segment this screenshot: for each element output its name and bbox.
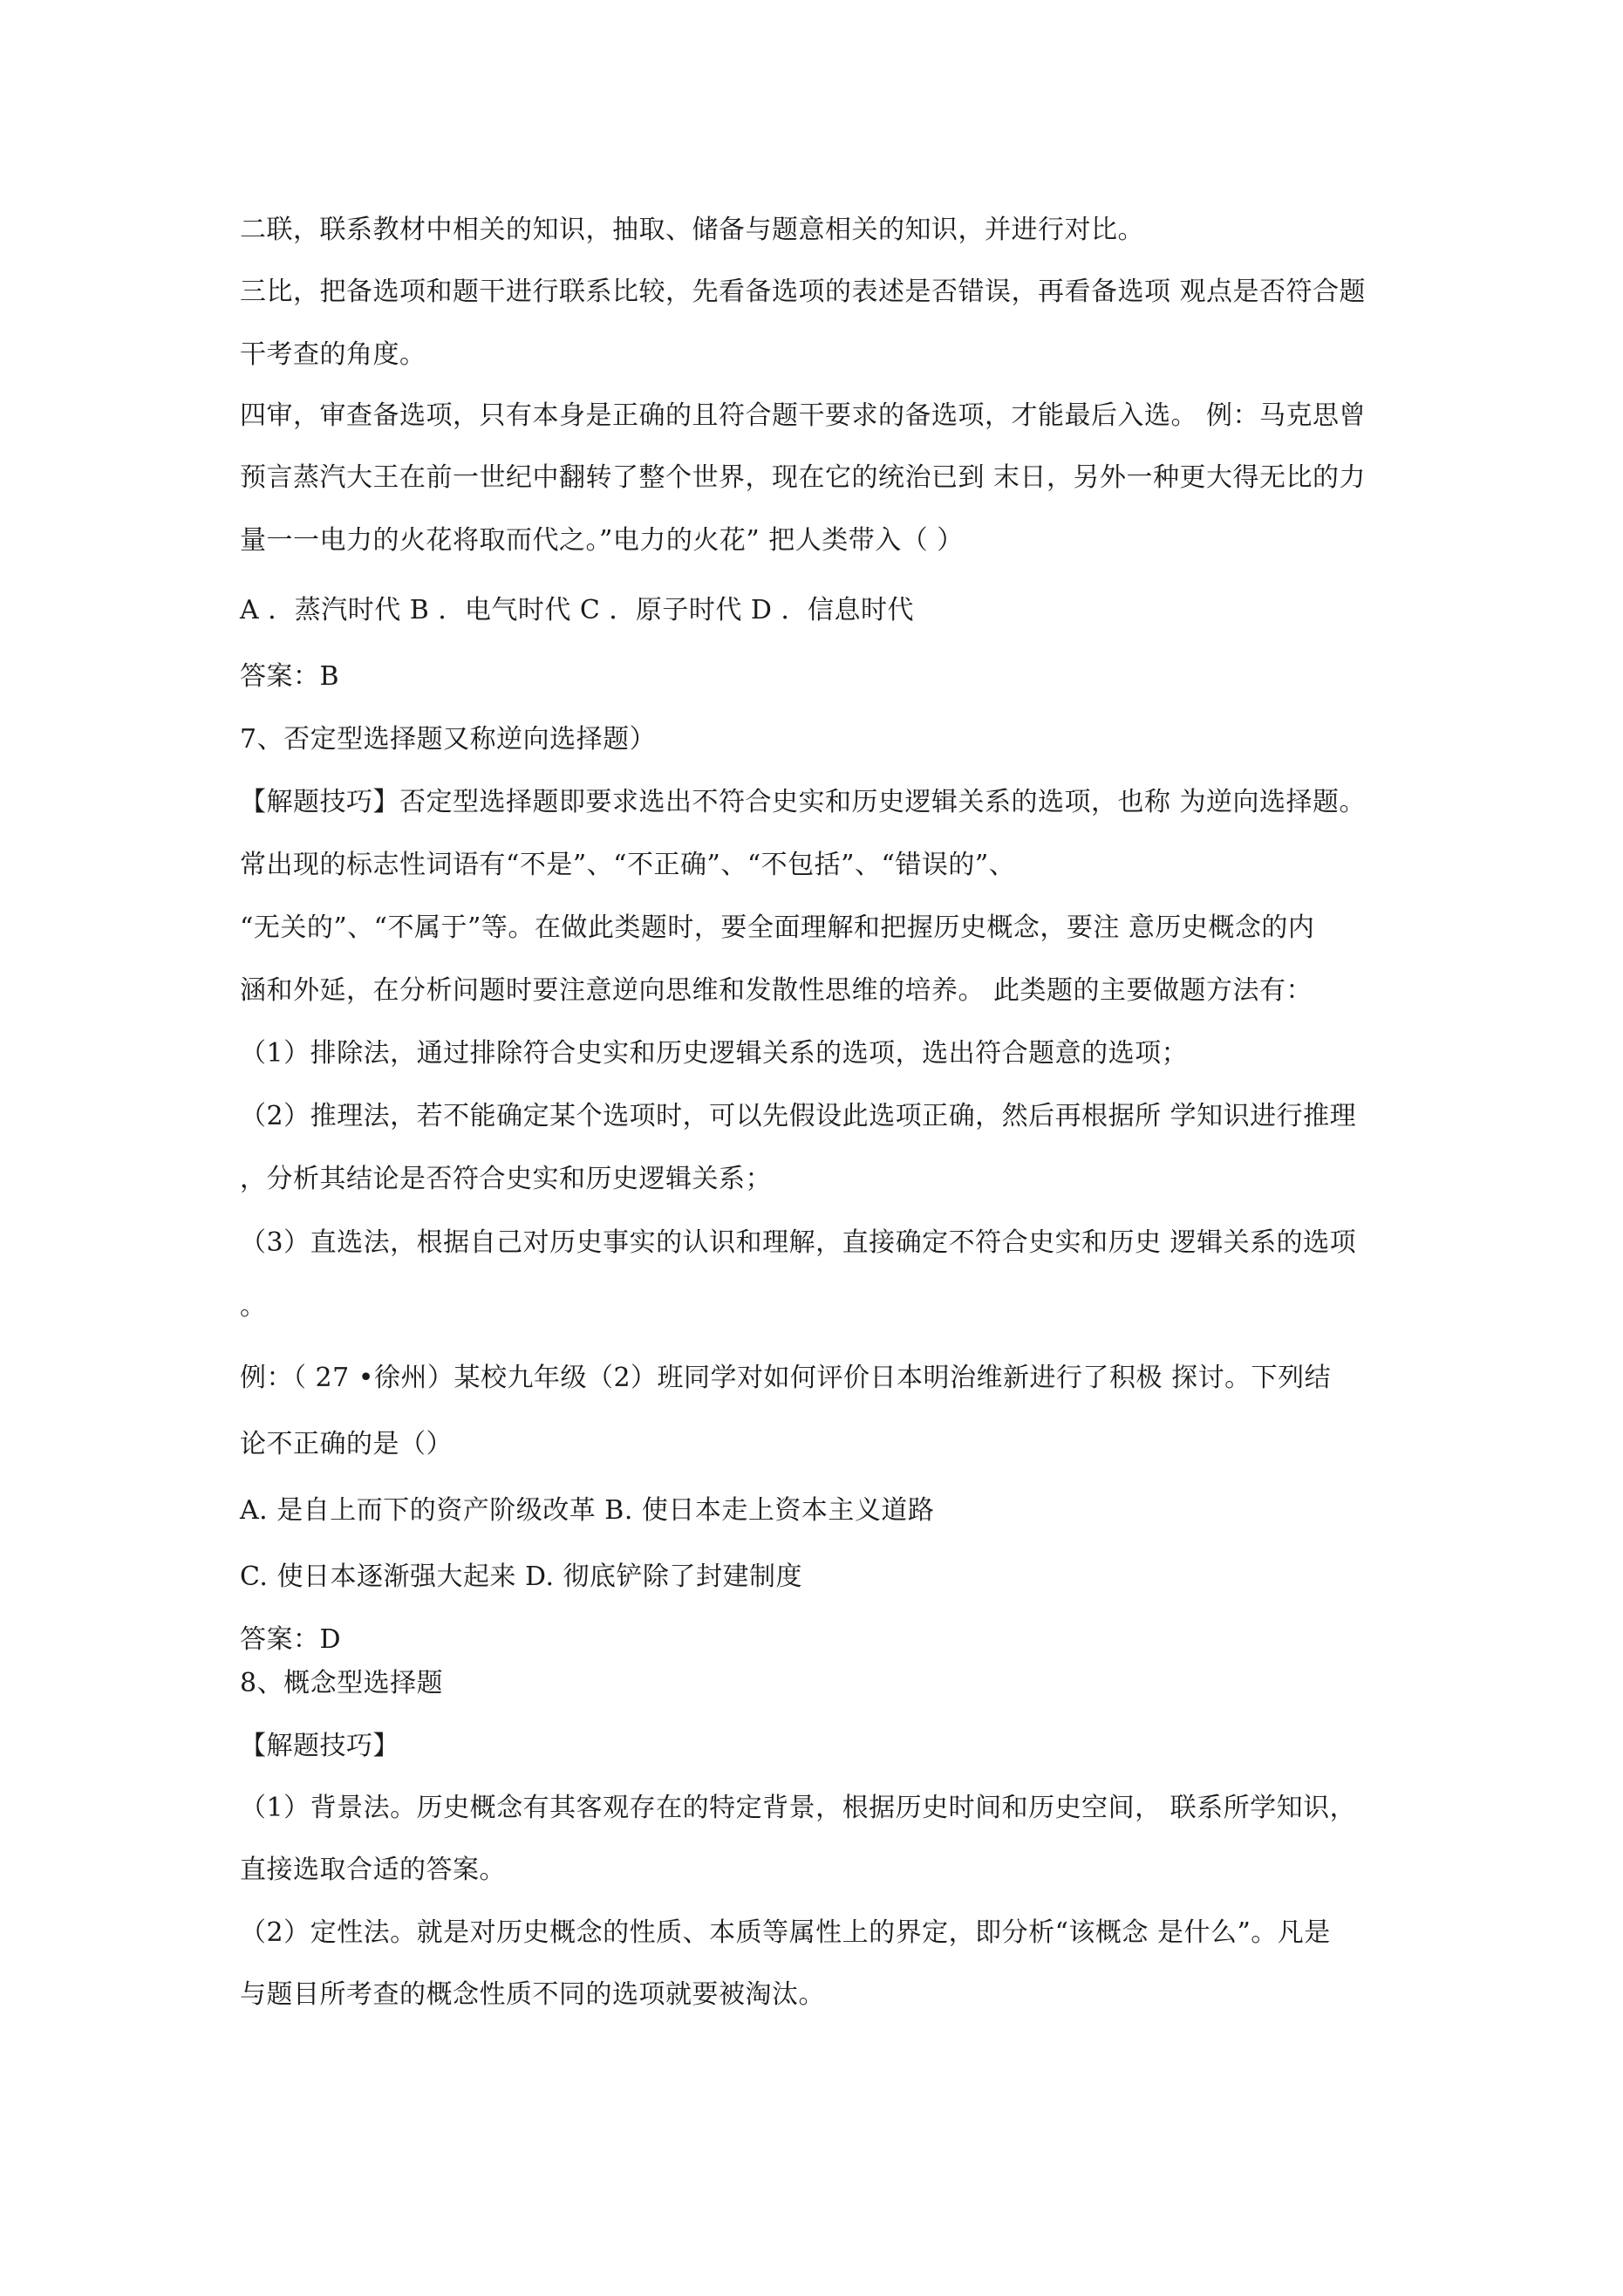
text-line: 与题目所考查的概念性质不同的选项就要被淘汰。 [240, 1979, 825, 2010]
text-line: （1）排除法，通过排除符合史实和历史逻辑关系的选项，选出符合题意的选项； [240, 1038, 1189, 1069]
answer-line: 答案：B [240, 661, 340, 692]
text-line: 论不正确的是（） [240, 1429, 453, 1459]
section-heading: 8、概念型选择题 [240, 1668, 444, 1698]
text-line: 量一一电力的火花将取而代之。”电力的火花” 把人类带入（ ） [240, 525, 964, 556]
text-line: 四审，审查备选项，只有本身是正确的且符合题干要求的备选项，才能最后入选。 例：马克思曾 [240, 400, 1367, 431]
text-line: 例：（ 27 •徐州）某校九年级（2）班同学对如何评价日本明治维新进行了积极 探讨。下列结 [240, 1363, 1332, 1393]
text-line: 【解题技巧】 [240, 1731, 399, 1761]
option-line: C. 使日本逐渐强大起来 D. 彻底铲除了封建制度 [240, 1561, 803, 1592]
text-line: ，分析其结论是否符合史实和历史逻辑关系； [240, 1164, 772, 1194]
option-line: A. 是自上而下的资产阶级改革 B. 使日本走上资本主义道路 [240, 1495, 935, 1526]
text-line: 三比，把备选项和题干进行联系比较，先看备选项的表述是否错误，再看备选项 观点是否符合题 [240, 277, 1367, 307]
text-line: 干考查的角度。 [240, 339, 426, 370]
section-heading: 7、否定型选择题又称逆向选择题） [240, 724, 657, 755]
text-line: “无关的”、“不属于”等。在做此类题时，要全面理解和把握历史概念，要注 意历史概念的内 [240, 912, 1315, 943]
text-line: 预言蒸汽大王在前一世纪中翻转了整个世界，现在它的统治已到 末日，另外一种更大得无比的力 [240, 462, 1367, 493]
option-line: A ．蒸汽时代 B ．电气时代 C ．原子时代 D ．信息时代 [240, 595, 914, 625]
text-line: 直接选取合适的答案。 [240, 1855, 506, 1885]
text-line: 涵和外延，在分析问题时要注意逆向思维和发散性思维的培养。 此类题的主要做题方法有： [240, 975, 1313, 1006]
text-line: （1）背景法。历史概念有其客观存在的特定背景，根据历史时间和历史空间， 联系所学知识， [240, 1793, 1357, 1823]
text-line: （3）直选法，根据自己对历史事实的认识和理解，直接确定不符合史实和历史 逻辑关系的选项 [240, 1227, 1357, 1258]
answer-line: 答案：D [240, 1624, 342, 1655]
text-line: （2）推理法，若不能确定某个选项时，可以先假设此选项正确，然后再根据所 学知识进行推理 [240, 1101, 1357, 1131]
text-line: 。 [240, 1291, 267, 1322]
text-line: 【解题技巧】否定型选择题即要求选出不符合史实和历史逻辑关系的选项，也称 为逆向选择题。 [240, 787, 1367, 817]
text-line: （2）定性法。就是对历史概念的性质、本质等属性上的界定，即分析“该概念 是什么”。凡是 [240, 1917, 1331, 1948]
text-line: 常出现的标志性词语有“不是”、“不正确”、“不包括”、“错误的”、 [240, 850, 1016, 880]
text-line: 二联，联系教材中相关的知识，抽取、储备与题意相关的知识，并进行对比。 [240, 215, 1144, 245]
